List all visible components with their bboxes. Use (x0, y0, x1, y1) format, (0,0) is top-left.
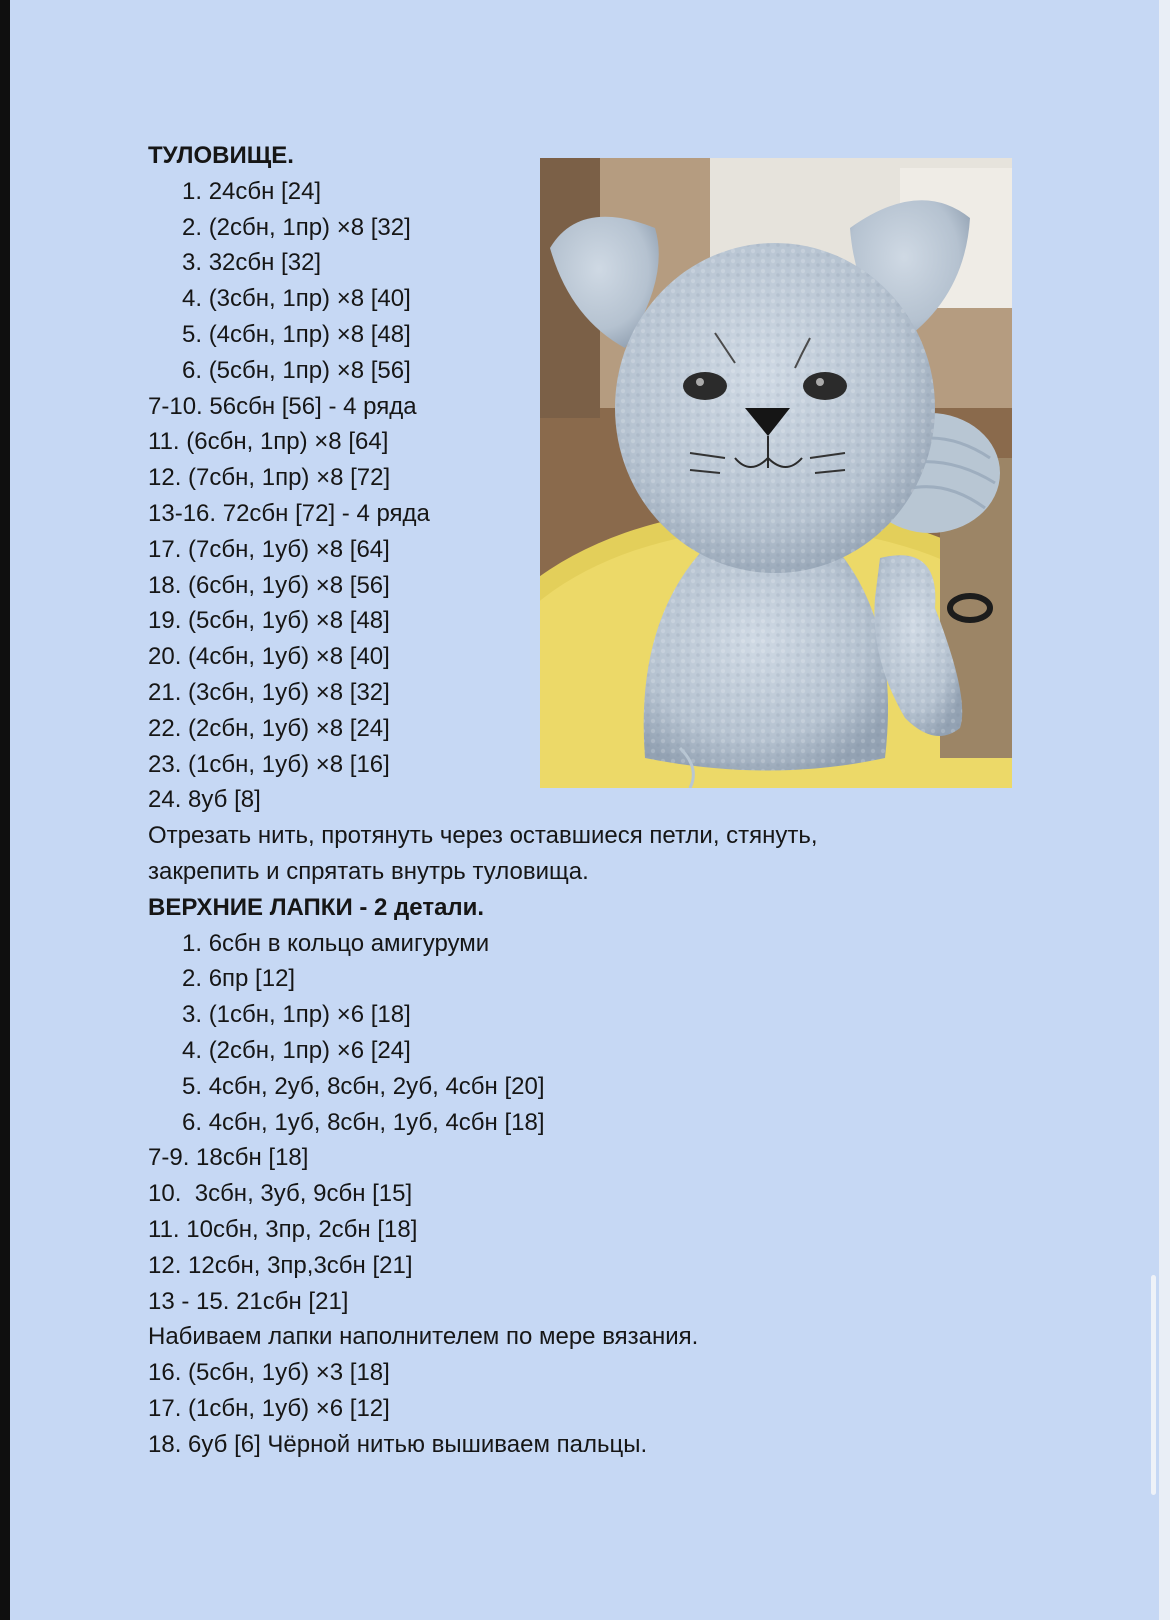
row-line: 18. 6уб [6] Чёрной нитью вышиваем пальцы. (148, 1430, 648, 1458)
row-line: 7-9. 18сбн [18] (148, 1144, 309, 1172)
row-line: 1. 6сбн в кольцо амигуруми (182, 929, 490, 957)
pattern-text (148, 138, 1048, 1462)
row-line: 7-10. 56сбн [56] - 4 ряда (148, 392, 417, 420)
row-line: 20. (4сбн, 1уб) ×8 [40] (148, 643, 390, 671)
row-line: 6. (5сбн, 1пр) ×8 [56] (182, 356, 411, 384)
section-title-paws: ВЕРХНИЕ ЛАПКИ - 2 детали. (148, 893, 485, 921)
row-line: 2. 6пр [12] (182, 965, 296, 993)
instruction-note: Набиваем лапки наполнителем по мере вязания. (148, 1323, 699, 1351)
instruction-note: Отрезать нить, протянуть через оставшиеся петли, стянуть, (148, 822, 818, 850)
row-line: 19. (5сбн, 1уб) ×8 [48] (148, 607, 390, 635)
row-line: 16. (5сбн, 1уб) ×3 [18] (148, 1359, 390, 1387)
row-line: 17. (7сбн, 1уб) ×8 [64] (148, 535, 390, 563)
row-line: 6. 4сбн, 1уб, 8сбн, 1уб, 4сбн [18] (182, 1108, 545, 1136)
row-line: 5. (4сбн, 1пр) ×8 [48] (182, 320, 411, 348)
row-line: 4. (2сбн, 1пр) ×6 [24] (182, 1036, 411, 1064)
scrollbar[interactable] (1151, 1275, 1156, 1495)
row-line: 10. 3сбн, 3уб, 9сбн [15] (148, 1180, 413, 1208)
row-line: 1. 24сбн [24] (182, 177, 322, 205)
row-line: 22. (2сбн, 1уб) ×8 [24] (148, 714, 390, 742)
row-line: 12. 12сбн, 3пр,3сбн [21] (148, 1251, 413, 1279)
row-line: 4. (3сбн, 1пр) ×8 [40] (182, 285, 411, 313)
row-line: 3. 32сбн [32] (182, 249, 322, 277)
row-line: 13 - 15. 21сбн [21] (148, 1287, 349, 1315)
section-title-body: ТУЛОВИЩЕ. (148, 142, 294, 169)
row-line: 5. 4сбн, 2уб, 8сбн, 2уб, 4сбн [20] (182, 1072, 545, 1100)
row-line: 2. (2сбн, 1пр) ×8 [32] (182, 213, 411, 241)
row-line: 17. (1сбн, 1уб) ×6 [12] (148, 1394, 390, 1422)
row-line: 23. (1сбн, 1уб) ×8 [16] (148, 750, 390, 778)
row-line: 24. 8уб [8] (148, 786, 261, 814)
row-line: 11. 10сбн, 3пр, 2сбн [18] (148, 1215, 418, 1243)
instruction-note: закрепить и спрятать внутрь туловища. (148, 857, 589, 885)
page-edge (1159, 0, 1170, 1620)
row-line: 3. (1сбн, 1пр) ×6 [18] (182, 1001, 411, 1029)
row-line: 13-16. 72сбн [72] - 4 ряда (148, 499, 430, 527)
row-line: 18. (6сбн, 1уб) ×8 [56] (148, 571, 390, 599)
row-line: 11. (6сбн, 1пр) ×8 [64] (148, 428, 389, 456)
row-line: 12. (7сбн, 1пр) ×8 [72] (148, 464, 391, 492)
row-line: 21. (3сбн, 1уб) ×8 [32] (148, 678, 390, 706)
